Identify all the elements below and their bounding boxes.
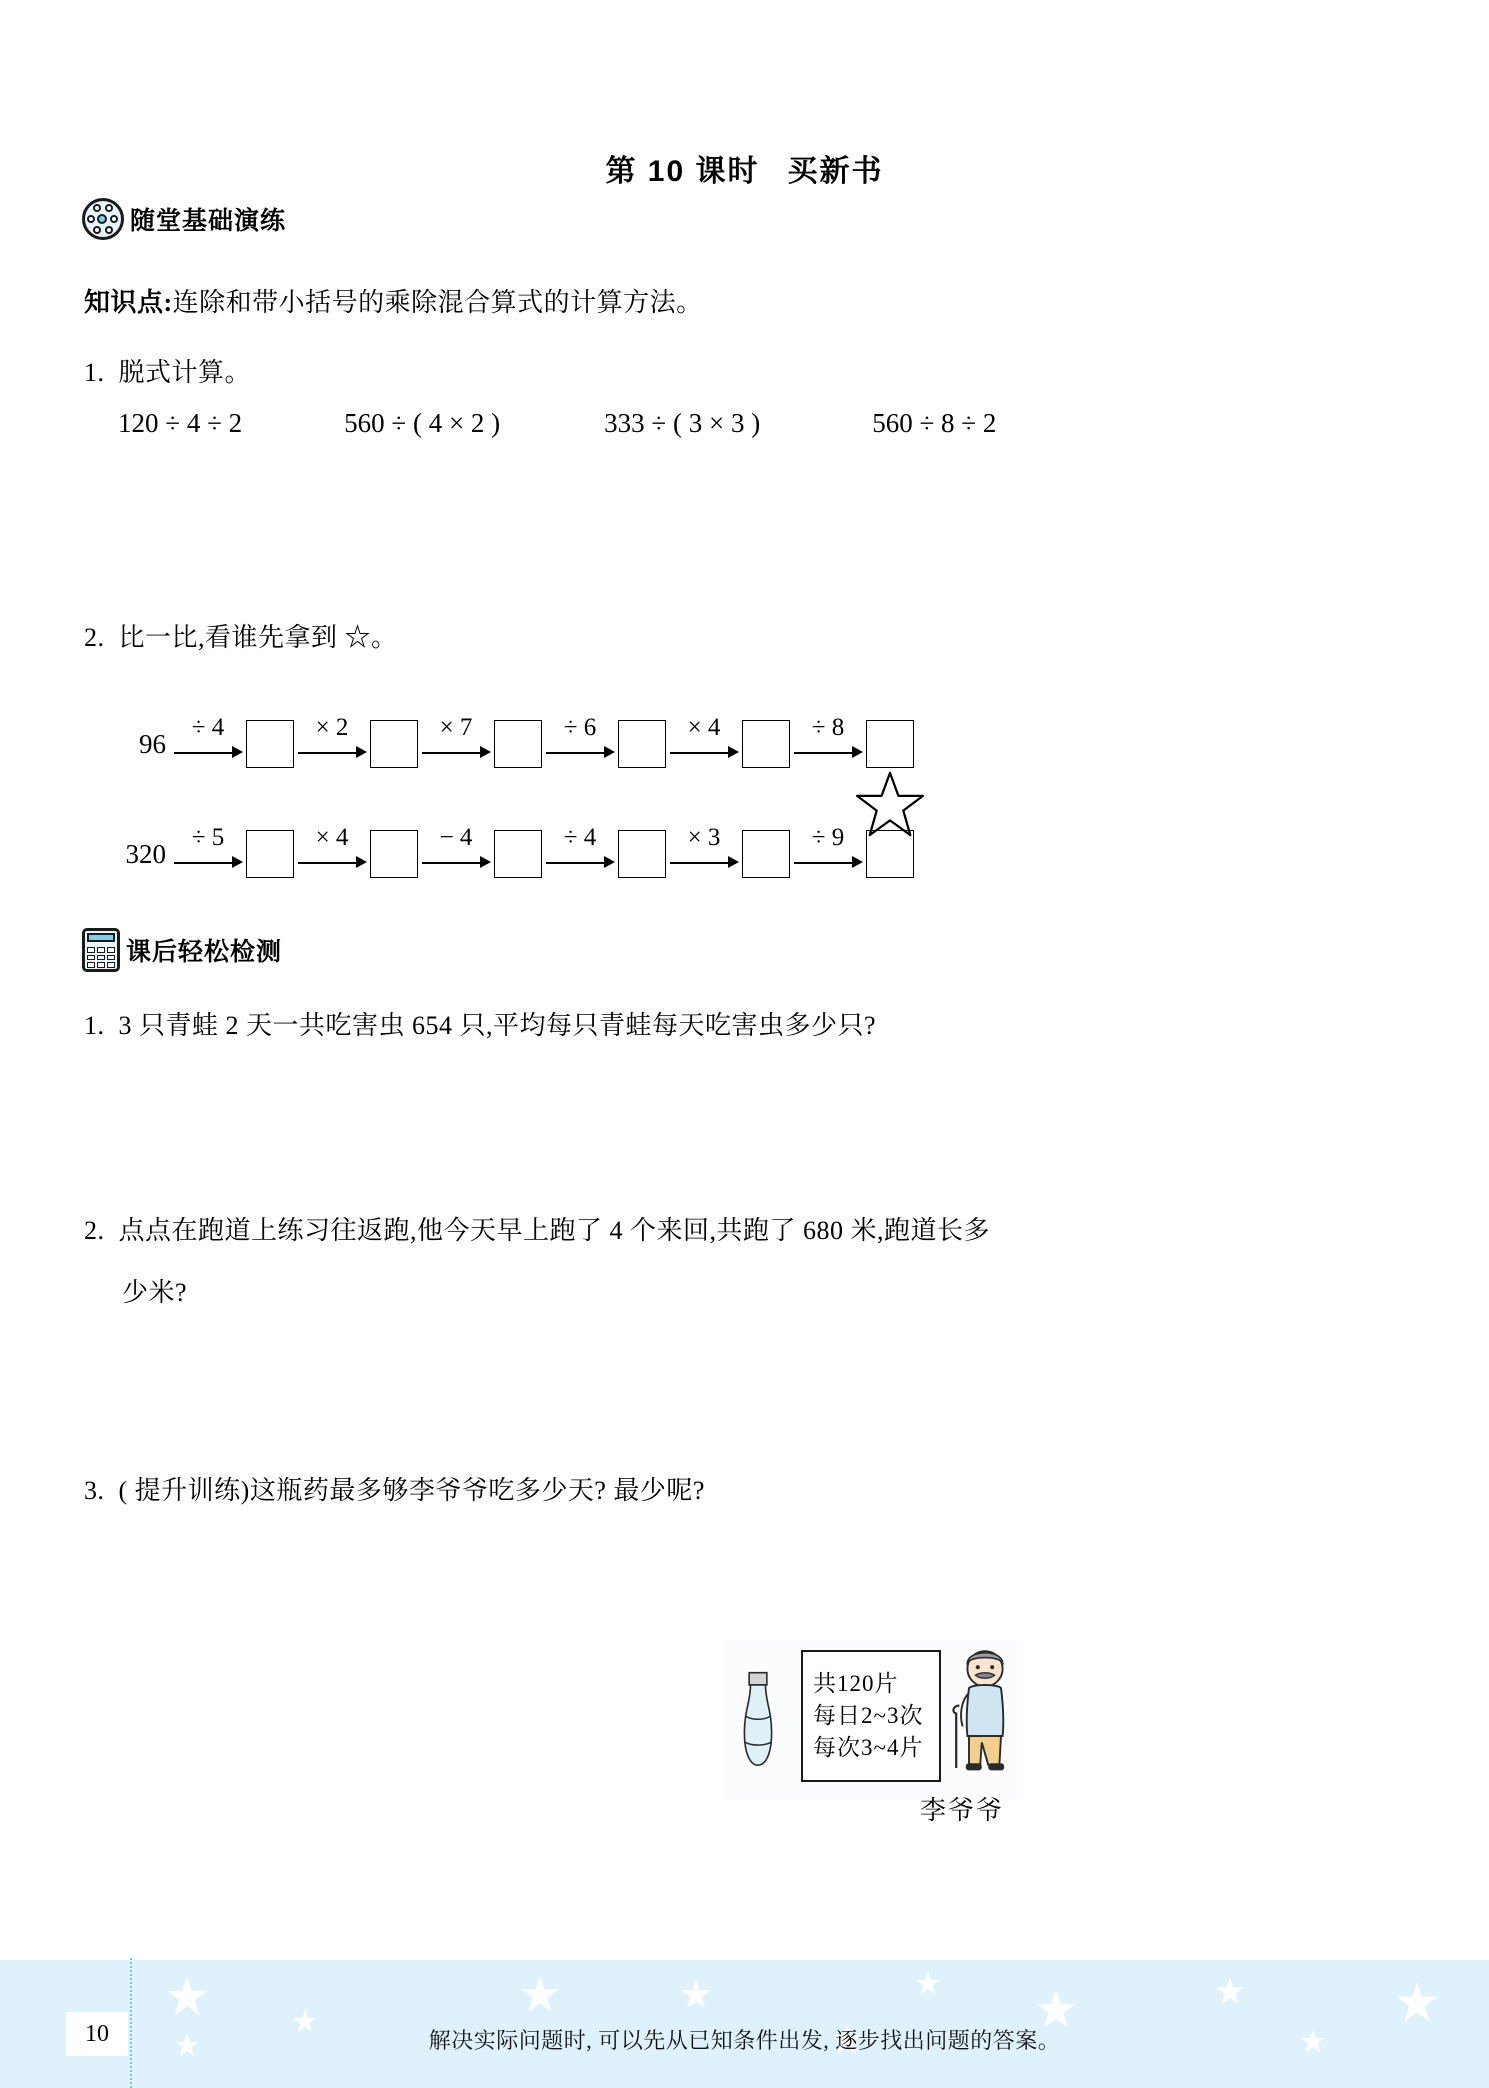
character-name-label: 李爷爷 (920, 1796, 1005, 1825)
answer-box[interactable] (866, 720, 914, 768)
lesson-name: 买新书 (787, 155, 884, 188)
answer-box[interactable] (742, 720, 790, 768)
expression-1: 120 ÷ 4 ÷ 2 (118, 408, 243, 438)
problem-number: 1. (84, 1011, 105, 1040)
arrow-op-4 (542, 714, 618, 770)
dosage-line-2: 每日2~3次 (813, 1703, 924, 1729)
page-number: 10 (66, 2012, 128, 2056)
arrow-op-2 (294, 714, 370, 770)
section-label-homework: 课后轻松检测 (126, 938, 283, 966)
page-footer (0, 1960, 1489, 2088)
question-text: 比一比,看谁先拿到 ☆。 (118, 623, 398, 652)
lesson-number: 第 10 课时 (605, 155, 760, 188)
practice-question-1 (84, 352, 251, 389)
dosage-line-1: 共120片 (813, 1671, 899, 1697)
answer-box[interactable] (494, 720, 542, 768)
arrow-op-1 (170, 714, 246, 770)
goal-star-icon (855, 770, 925, 840)
arrow-op-label: × 4 (315, 824, 349, 851)
question-number: 1. (84, 358, 105, 387)
expression-3: 333 ÷ ( 3 × 3 ) (604, 408, 761, 438)
problem-text-line-1: 点点在跑道上练习往返跑,他今天早上跑了 4 个来回,共跑了 680 米,跑道长多 (118, 1216, 991, 1245)
arrow-op-label: ÷ 4 (563, 824, 597, 851)
knowledge-point (84, 282, 703, 319)
expression-row (0, 408, 1489, 439)
problem-text: 3 只青蛙 2 天一共吃害虫 654 只,平均每只青蛙每天吃害虫多少只? (118, 1011, 877, 1040)
arrow-op-label: × 2 (315, 714, 349, 741)
arrow-op-label: × 4 (687, 714, 721, 741)
film-reel-icon (82, 198, 124, 240)
question-number: 2. (84, 623, 105, 652)
problem-number: 3. (84, 1476, 105, 1505)
section-label-practice: 随堂基础演练 (130, 207, 287, 235)
answer-box[interactable] (742, 830, 790, 878)
answer-box[interactable] (246, 720, 294, 768)
answer-box[interactable] (370, 720, 418, 768)
section-header-practice (82, 198, 286, 240)
decorative-star-icon (165, 1974, 209, 2018)
arrow-chain-row-2 (110, 824, 914, 880)
decorative-star-icon (915, 1970, 941, 1996)
section-header-homework (82, 928, 282, 972)
answer-box[interactable] (494, 830, 542, 878)
answer-box[interactable] (370, 830, 418, 878)
question-text: 脱式计算。 (118, 358, 252, 387)
arrow-op-label: ÷ 6 (563, 714, 597, 741)
chain-start-value: 96 (139, 728, 166, 759)
arrow-chain-row-1 (110, 714, 914, 770)
arrow-op-label: − 4 (439, 824, 473, 851)
arrow-op-3 (418, 714, 494, 770)
answer-box[interactable] (246, 830, 294, 878)
decorative-star-icon (680, 1978, 712, 2010)
arrow-op-2 (294, 824, 370, 880)
arrow-op-6 (790, 714, 866, 770)
dosage-line-3: 每次3~4片 (813, 1734, 924, 1760)
homework-problem-3 (84, 1470, 705, 1507)
practice-question-2 (84, 617, 398, 654)
calculator-icon (82, 928, 120, 972)
chain-start-value: 320 (125, 838, 166, 869)
answer-box[interactable] (618, 830, 666, 878)
grandpa-character-icon (945, 1648, 1025, 1776)
medicine-bottle-icon (737, 1670, 779, 1772)
knowledge-point-text: 连除和带小括号的乘除混合算式的计算方法。 (172, 288, 703, 317)
arrow-op-label: ÷ 9 (811, 824, 845, 851)
expression-2: 560 ÷ ( 4 × 2 ) (344, 408, 501, 438)
knowledge-point-label: 知识点: (84, 288, 173, 317)
arrow-op-1 (170, 824, 246, 880)
arrow-op-label: ÷ 5 (191, 824, 225, 851)
decorative-star-icon (1215, 1976, 1245, 2006)
answer-box[interactable] (618, 720, 666, 768)
page-title (0, 146, 1489, 190)
arrow-op-3 (418, 824, 494, 880)
problem-number: 2. (84, 1216, 105, 1245)
decorative-star-icon (1395, 1980, 1439, 2024)
arrow-op-label: × 3 (687, 824, 721, 851)
arrow-op-5 (666, 714, 742, 770)
expression-4: 560 ÷ 8 ÷ 2 (872, 408, 997, 438)
homework-problem-2 (84, 1210, 990, 1247)
footer-tip-text: 解决实际问题时, 可以先从已知条件出发, 逐步找出问题的答案。 (428, 2028, 1061, 2053)
problem-text: ( 提升训练)这瓶药最多够李爷爷吃多少天? 最少呢? (118, 1476, 705, 1505)
dosage-label-box (801, 1650, 941, 1782)
arrow-op-label: ÷ 8 (811, 714, 845, 741)
arrow-op-4 (542, 824, 618, 880)
homework-problem-1 (84, 1005, 876, 1042)
medicine-illustration (723, 1640, 1023, 1800)
decorative-star-icon (520, 1974, 560, 2014)
homework-problem-2-cont: 少米? (122, 1278, 188, 1307)
arrow-op-5 (666, 824, 742, 880)
binding-dotted-line (130, 1958, 134, 2088)
arrow-op-label: ÷ 4 (191, 714, 225, 741)
arrow-op-label: × 7 (439, 714, 473, 741)
